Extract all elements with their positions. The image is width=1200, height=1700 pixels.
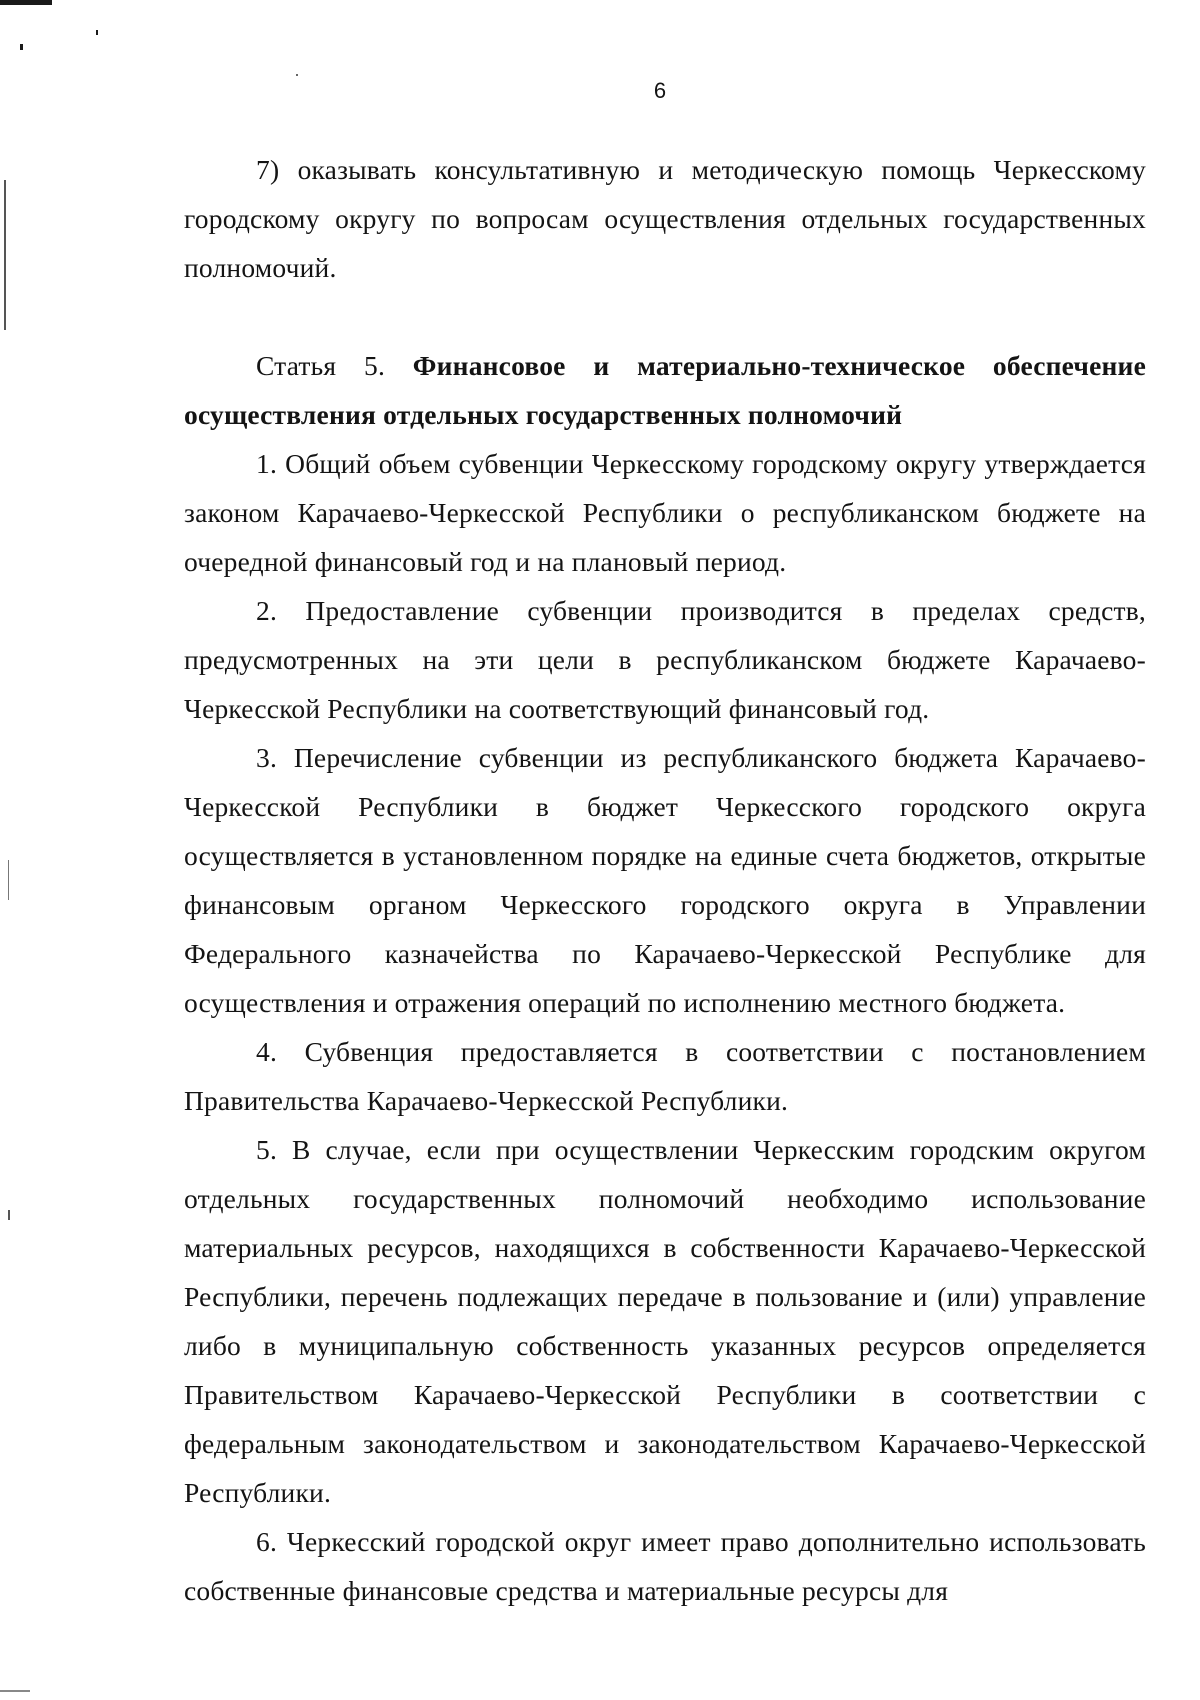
- scan-artifact: [4, 180, 6, 330]
- article-item-4: 4. Субвенция предоставляется в соответствии с постановлением Правительства Карачаево-Черкесской Республики.: [184, 1036, 1146, 1116]
- scan-artifact: [8, 860, 9, 900]
- scan-artifact: [0, 0, 52, 5]
- scan-artifact: [8, 1210, 10, 1220]
- article-item-2: 2. Предоставление субвенции производится в пределах средств, предусмотренных на эти цели в республиканском бюджете Карачаево-Черкесской Республики на соответствующий финансовый год.: [184, 595, 1146, 724]
- paragraph-item-7: 7) оказывать консультативную и методическую помощь Черкесскому городскому округу по вопросам осуществления отдельных государственных полномочий.: [184, 154, 1146, 283]
- article-item-1: 1. Общий объем субвенции Черкесскому городскому округу утверждается законом Карачаево-Черкесской Республики о республиканском бюджете на очередной финансовый год и на плановый период.: [184, 448, 1146, 577]
- article-item-5: 5. В случае, если при осуществлении Черкесским городским округом отдельных государственных полномочий необходимо использование материальных ресурсов, находящихся в собственности Карачаево-Черкесской Республики, перечень подлежащих передаче в пользование и (или) управление либо в муниципальную собственность указанных ресурсов определяется Правительством Карачаево-Черкесской Республики в соответствии с федеральным законодательством и законодательством Карачаево-Черкесской Республики.: [184, 1134, 1146, 1508]
- scan-artifact: [0, 1690, 30, 1692]
- article-item-6: 6. Черкесский городской округ имеет право дополнительно использовать собственные финансовые средства и материальные ресурсы для: [184, 1526, 1146, 1606]
- article-title: Финансовое и материально-техническое обеспечение осуществления отдельных государственных полномочий: [184, 350, 1146, 430]
- scan-artifact: [20, 44, 23, 50]
- article-heading: [184, 341, 1146, 439]
- article-item-3: 3. Перечисление субвенции из республиканского бюджета Карачаево-Черкесской Республики в бюджет Черкесского городского округа осуществляется в установленном порядке на единые счета бюджетов, открытые финансовым органом Черкесского городского округа в Управлении Федерального казначейства по Карачаево-Черкесской Республике для осуществления и отражения операций по исполнению местного бюджета.: [184, 742, 1146, 1018]
- scan-artifact: [296, 74, 298, 76]
- page-number: 6: [653, 78, 667, 103]
- document-body: [184, 145, 1146, 1615]
- scan-artifact: [96, 30, 98, 35]
- article-label: Статья 5.: [256, 350, 413, 381]
